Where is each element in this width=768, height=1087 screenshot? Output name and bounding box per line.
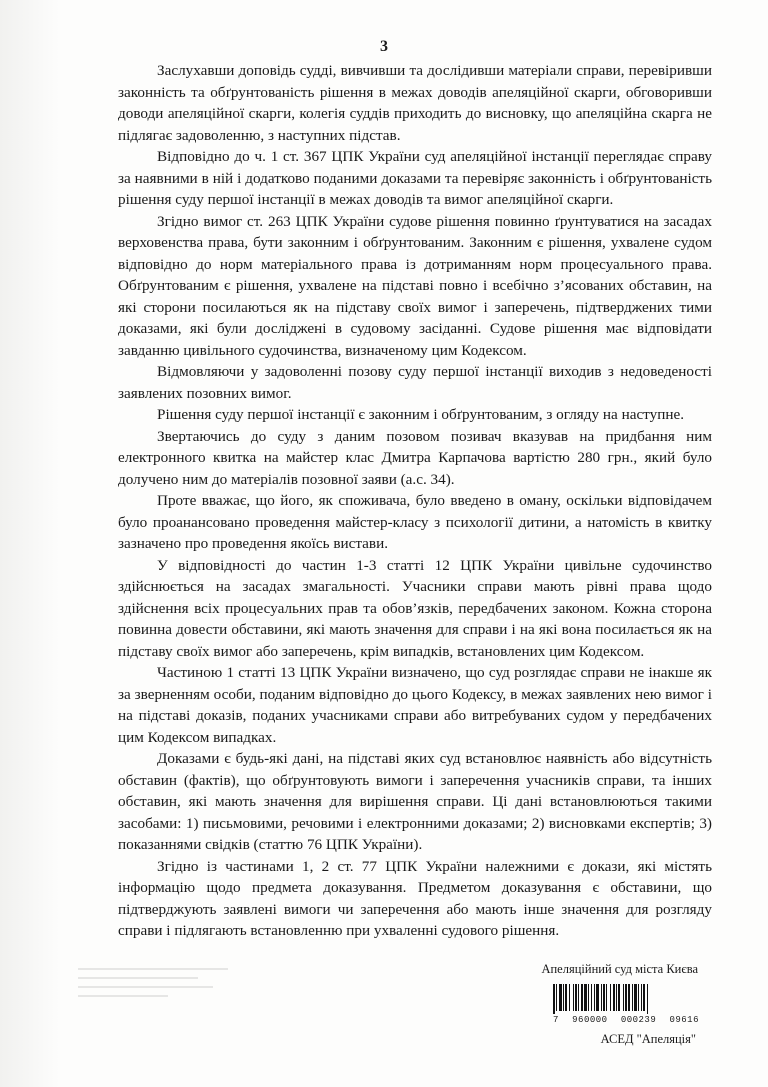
barcode-bar xyxy=(578,984,579,1011)
barcode-bar xyxy=(556,984,557,1011)
barcode-bar xyxy=(591,984,592,1011)
barcode xyxy=(551,984,701,1025)
barcode-bar xyxy=(575,984,577,1011)
paragraph: Згідно вимог ст. 263 ЦПК України судове рішення повинно ґрунтуватися на засадах верховенства права, бути законним і обґрунтованим. Законним є рішення, ухвалене судом відповідно до норм матеріального права із дотриманням норм процесуального права. Обґрунтованим є рішення, ухвалене на підставі повно і всебічно з’ясованих обставин, на які сторони посилаються як на підставу своїх вимог і заперечень, підтверджених тими доказами, які були досліджені в судовому засіданні. Судове рішення має відповідати завданню цивільного судочинства, визначеному цим Кодексом. xyxy=(118,212,712,359)
paragraph: Відмовляючи у задоволенні позову суду першої інстанції виходив з недоведеності заявлених позовних вимог. xyxy=(118,363,712,402)
barcode-bar xyxy=(603,984,605,1011)
barcode-bar xyxy=(613,984,615,1011)
barcode-bar xyxy=(596,984,599,1011)
paragraph: Згідно із частинами 1, 2 ст. 77 ЦПК України належними є докази, які містять інформацію щодо предмета доказування. Предметом доказування є обставини, що підтверджують заявлені вимоги чи заперечення або мають інше значення для розгляду справи і підлягають встановленню при ухваленні судового рішення. xyxy=(118,857,712,939)
court-name-footer: Апеляційний суд міста Києва xyxy=(541,962,698,976)
scan-edge-shadow xyxy=(0,0,60,1087)
paragraph: Проте вважає, що його, як споживача, було введено в оману, оскільки відповідачем було проанансовано проведення майстер-класу з психології дитини, а натомість в квитку зазначено про проведення якоїсь вистави. xyxy=(118,492,712,552)
barcode-bar xyxy=(643,984,645,1011)
paragraph: Звертаючись до суду з даним позовом позивач вказував на придбання ним електронного квитка на майстер клас Дмитра Карпачова вартістю 280 грн., який було долучено ним до матеріалів позовної заяви (а.с. 34). xyxy=(118,427,712,488)
barcode-bar xyxy=(634,984,637,1011)
paragraph: Частиною 1 статті 13 ЦПК України визначено, що суд розглядає справи не інакше як за зверненням особи, поданим відповідно до цього Кодексу, в межах заявлених нею вимог і на підставі доказів, поданих учасниками справи або витребуваних судом у передбачених цим Кодексом випадках. xyxy=(118,664,712,746)
barcode-bar xyxy=(569,984,570,1011)
paragraph: У відповідності до частин 1-3 статті 12 ЦПК України цивільне судочинство здійснюється на засадах змагальності. Учасники справи мають рівні права щодо здійснення всіх процесуальних прав та обов’язків, передбачених законом. Кожна сторона повинна довести обставини, які мають значення для справи і на які вона посилається як на підставу своїх вимог або заперечень, крім випадків, встановлених цим Кодексом. xyxy=(118,556,712,660)
barcode-bar xyxy=(573,984,574,1011)
barcode-bar xyxy=(623,984,624,1011)
barcode-bar xyxy=(563,984,564,1011)
barcode-bar xyxy=(559,984,562,1011)
barcode-bar xyxy=(588,984,589,1011)
barcode-bar xyxy=(618,984,620,1011)
page-number: 3 xyxy=(380,38,388,55)
paragraph: Відповідно до ч. 1 ст. 367 ЦПК України суд апеляційної інстанції переглядає справу за наявними в ній і додатково поданими доказами та перевіряє законність і обґрунтованість рішення суду першої інстанції в межах доводів та вимог апеляційної скарги. xyxy=(118,148,712,208)
barcode-bar xyxy=(638,984,639,1011)
barcode-bar xyxy=(553,984,555,1014)
document-body xyxy=(118,60,712,942)
barcode-digit-group: 7 xyxy=(553,1015,559,1025)
barcode-bar xyxy=(594,984,595,1011)
barcode-bar xyxy=(616,984,617,1011)
barcode-bar xyxy=(632,984,633,1011)
barcode-bar xyxy=(581,984,583,1011)
barcode-bar xyxy=(625,984,627,1011)
barcode-bar xyxy=(628,984,630,1011)
barcode-bars xyxy=(551,984,701,1014)
faint-bleedthrough-stamp xyxy=(78,968,228,1023)
paragraph: Рішення суду першої інстанції є законним і обґрунтованим, з огляду на наступне. xyxy=(157,406,685,423)
barcode-digit-group: 09616 xyxy=(669,1015,699,1025)
barcode-digit-group: 000239 xyxy=(620,1015,657,1025)
barcode-bar xyxy=(601,984,602,1011)
barcode-bar xyxy=(610,984,611,1011)
barcode-bar xyxy=(584,984,587,1011)
system-label-footer: АСЕД "Апеляція" xyxy=(600,1032,696,1046)
barcode-bar xyxy=(641,984,642,1011)
barcode-bar xyxy=(565,984,567,1011)
paragraph: Заслухавши доповідь судді, вивчивши та дослідивши матеріали справи, перевіривши законність та обґрунтованість рішення в межах доводів апеляційної скарги, обговоривши доводи апеляційної скарги, колегія суддів приходить до висновку, що апеляційна скарга не підлягає задоволенню, з наступних підстав. xyxy=(118,62,712,144)
paragraph: Доказами є будь-які дані, на підставі яких суд встановлює наявність або відсутність обставин (фактів), що обґрунтовують вимоги і заперечення учасників справи, та інших обставин, які мають значення для вирішення справи. Ці дані встановлюються такими засобами: 1) письмовими, речовими і електронними доказами; 2) висновками експертів; 3) показаннями свідків (статтю 76 ЦПК України). xyxy=(118,750,712,853)
barcode-digits xyxy=(551,1015,701,1025)
barcode-bar xyxy=(647,984,648,1014)
barcode-digit-group: 960000 xyxy=(572,1015,608,1025)
barcode-bar xyxy=(606,984,607,1011)
